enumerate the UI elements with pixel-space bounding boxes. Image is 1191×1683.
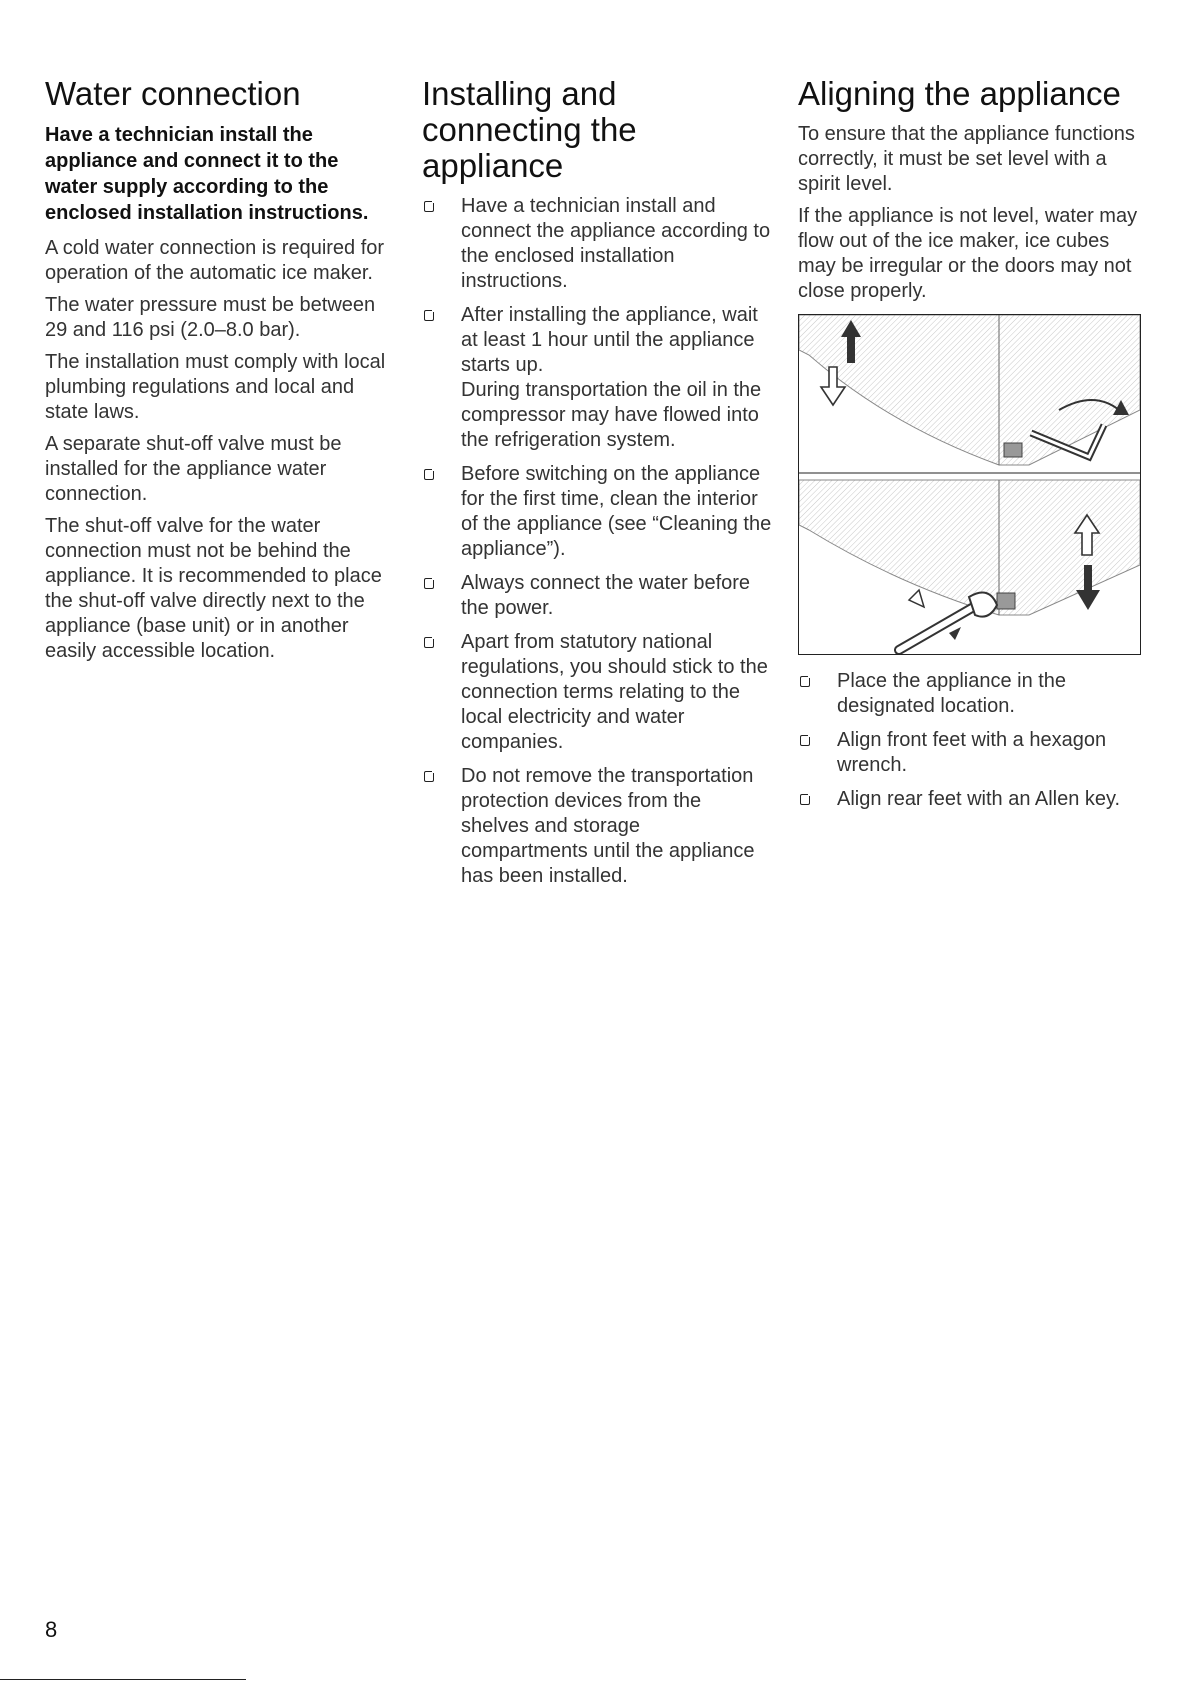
- list-item-text: Always connect the water before the power.: [461, 572, 751, 619]
- list-item-text: Have a technician install and connect the appliance according to the enclosed installation instructions.: [461, 195, 771, 292]
- installing-list: [422, 194, 772, 889]
- list-item: [422, 571, 772, 621]
- list-item: [422, 462, 772, 562]
- list-item-continuation: [422, 378, 772, 453]
- bullet-icon: [424, 637, 434, 648]
- list-item: [422, 630, 772, 755]
- list-item: [798, 787, 1143, 812]
- water-connection-lead: Have a technician install the appliance and connect it to the water supply according to the enclosed installation instructions.: [45, 124, 369, 224]
- paragraph: The water pressure must be between 29 and 116 psi (2.0–8.0 bar).: [45, 294, 376, 341]
- aligning-section: [798, 70, 1143, 821]
- bullet-icon: [800, 735, 810, 746]
- bullet-icon: [424, 578, 434, 589]
- list-item: [422, 764, 772, 889]
- list-item-text: Align rear feet with an Allen key.: [837, 788, 1121, 810]
- aligning-heading: Aligning the appliance: [798, 75, 1121, 112]
- list-item: [422, 194, 772, 294]
- appliance-feet-illustration: [799, 315, 1140, 654]
- paragraph: A cold water connection is required for operation of the automatic ice maker.: [45, 237, 385, 284]
- paragraph: The shut-off valve for the water connection must not be behind the appliance. It is recommended to place the shut-off valve directly next to the appliance (base unit) or in another easily accessible location.: [45, 515, 382, 662]
- list-item-text: Align front feet with a hexagon wrench.: [837, 729, 1107, 776]
- front-feet-panel: [799, 480, 1140, 650]
- water-connection-heading: Water connection: [45, 75, 301, 112]
- bullet-icon: [424, 469, 434, 480]
- bullet-icon: [424, 201, 434, 212]
- list-item-text: Apart from statutory national regulations, you should stick to the connection terms relating to the local electricity and water companies.: [461, 631, 768, 753]
- paragraph: The installation must comply with local plumbing regulations and local and state laws.: [45, 351, 386, 423]
- installing-heading: Installing and connecting the appliance: [422, 75, 637, 184]
- installing-section: [422, 70, 772, 898]
- bullet-icon: [800, 676, 810, 687]
- bullet-icon: [800, 794, 810, 805]
- list-item: [422, 303, 772, 378]
- paragraph: If the appliance is not level, water may flow out of the ice maker, ice cubes may be irregular or the doors may not close properly.: [798, 205, 1138, 302]
- alignment-illustration: [798, 314, 1141, 655]
- water-connection-section: [45, 70, 390, 671]
- list-item-text: Place the appliance in the designated location.: [837, 670, 1067, 717]
- rear-feet-panel: [799, 315, 1140, 473]
- list-item-text: Do not remove the transportation protection devices from the shelves and storage compartments until the appliance has been installed.: [461, 765, 755, 887]
- list-item: [798, 669, 1143, 719]
- list-item-text: Before switching on the appliance for the first time, clean the interior of the appliance (see “Cleaning the appliance”).: [461, 463, 772, 560]
- list-item-text: During transportation the oil in the compressor may have flowed into the refrigeration system.: [461, 379, 762, 451]
- list-item: [798, 728, 1143, 778]
- bullet-icon: [424, 771, 434, 782]
- list-item-text: After installing the appliance, wait at least 1 hour until the appliance starts up.: [461, 304, 758, 376]
- page-number: 8: [45, 1617, 58, 1642]
- paragraph: To ensure that the appliance functions correctly, it must be set level with a spirit level.: [798, 123, 1135, 195]
- aligning-list: [798, 669, 1143, 812]
- bullet-icon: [424, 310, 434, 321]
- paragraph: A separate shut-off valve must be installed for the appliance water connection.: [45, 433, 342, 505]
- footer-rule: [0, 1679, 246, 1680]
